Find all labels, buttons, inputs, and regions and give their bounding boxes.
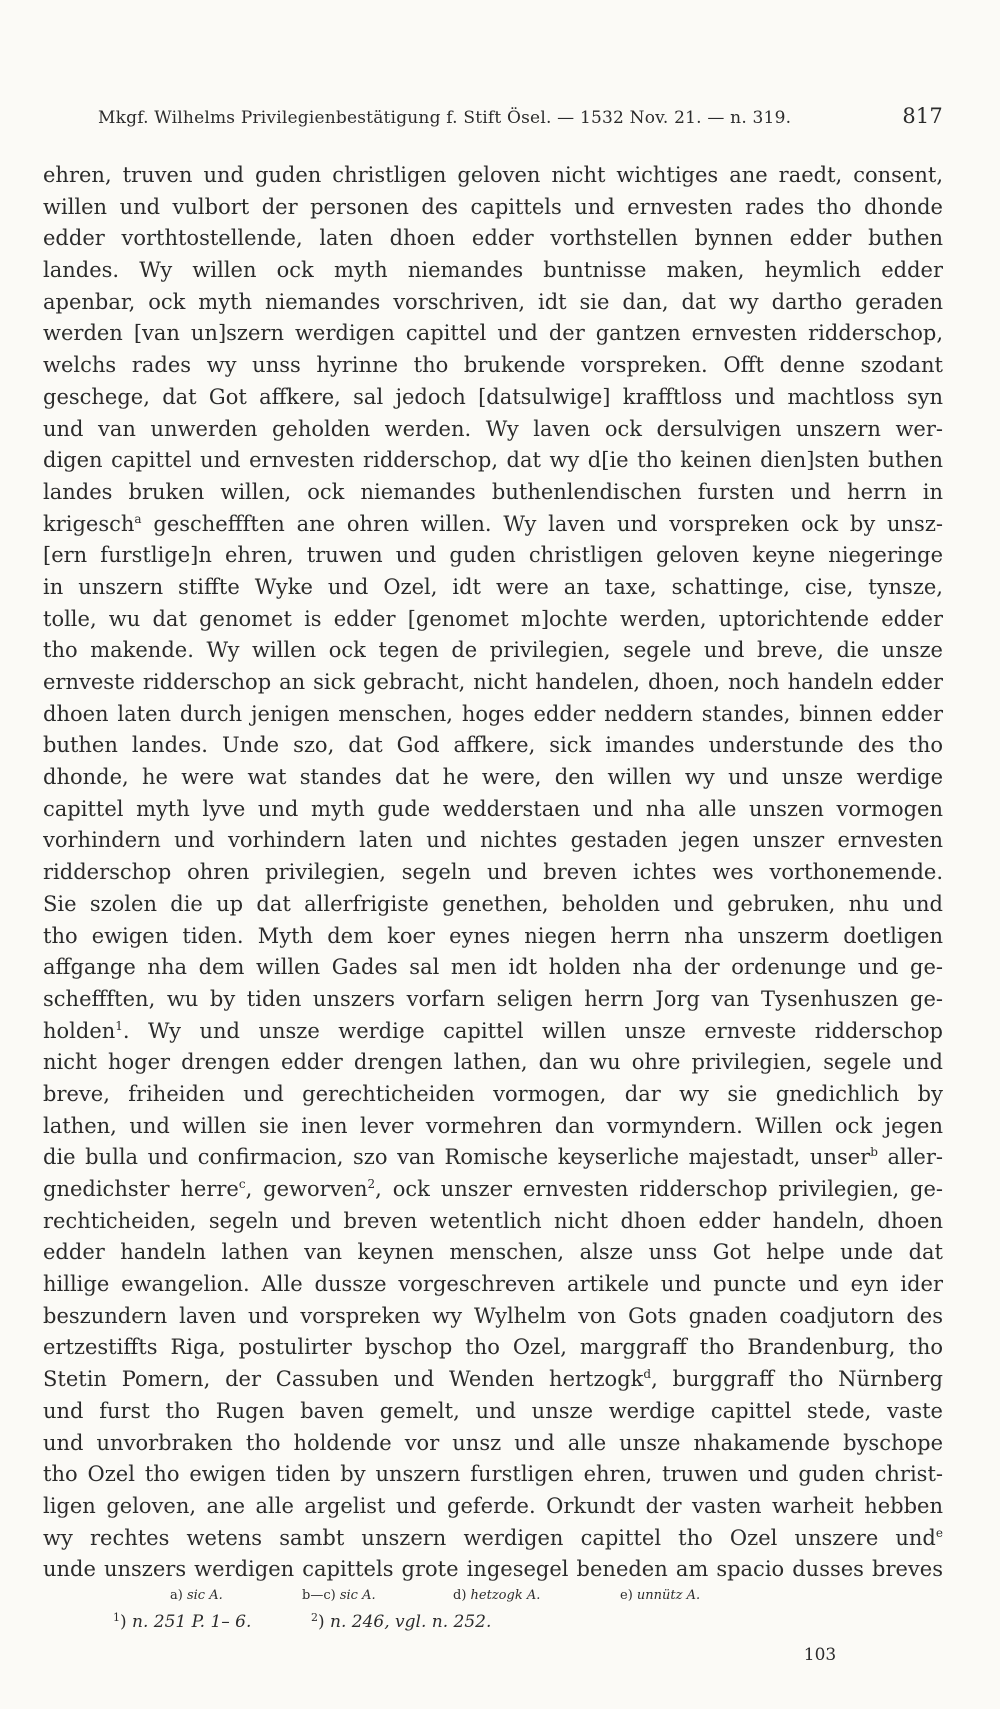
text-line: welchs rades wy unss hyrinne tho brukende vorspreken. Offt denne szodant (43, 353, 943, 378)
text-line: ligen geloven, ane alle argelist und geferde. Orkundt der vasten warheit hebben (43, 1493, 943, 1518)
text-line: hillige ewangelion. Alle dussze vorgeschreven artikele und puncte und eyn ider (43, 1272, 943, 1297)
footnote-marker: e (935, 1525, 943, 1540)
text-line: lathen, und willen sie inen lever vormehren dan vormyndern. Willen ock jegen (43, 1113, 943, 1138)
footnote-marker: 1 (115, 1018, 123, 1033)
text-line: dhonde, he were wat standes dat he were, den willen wy und unsze werdige (43, 765, 943, 790)
text-line: Sie szolen die up dat allerfrigiste genethen, beholden und gebruken, nhu und (43, 891, 943, 916)
text-line: scheffften, wu by tiden unszers vorfarn seligen herrn Jorg van Tysenhuszen ge- (43, 986, 943, 1011)
text-line: und furst tho Rugen baven gemelt, und unsze werdige capittel stede, vaste (43, 1398, 943, 1423)
text-line: landes. Wy willen ock myth niemandes buntnisse maken, heymlich edder (43, 258, 943, 283)
text-line: vorhindern und vorhindern laten und nichtes gestaden jegen unszer ernvesten (43, 828, 943, 853)
text-line: unde unszers werdigen capittels grote ingesegel beneden am spacio dusses breves (43, 1557, 943, 1582)
critical-apparatus (170, 1588, 770, 1610)
text-line: buthen landes. Unde szo, dat God affkere, sick imandes understunde des tho (43, 733, 943, 758)
text-line: und unvorbraken tho holdende vor unsz und alle unsze nhakamende byschope (43, 1430, 943, 1455)
text-line: breve, friheiden und gerechticheiden vormogen, dar wy sie gnedichlich by (43, 1081, 943, 1106)
text-line: rechticheiden, segeln und breven wetentlich nicht dhoen edder handeln, dhoen (43, 1208, 943, 1233)
critical-note: d) hetzogk A. (453, 1588, 541, 1603)
text-line: edder handeln lathen van keynen menschen, alsze unss Got helpe unde dat (43, 1240, 943, 1265)
text-line: tho Ozel tho ewigen tiden by unszern furstligen ehren, truwen und guden christ- (43, 1462, 943, 1487)
historical-notes (113, 1612, 713, 1638)
critical-note: a) sic A. (170, 1588, 223, 1603)
text-line: geschege, dat Got affkere, sal jedoch [datsulwige] krafftloss und machtloss syn (43, 384, 943, 409)
critical-note: b—c) sic A. (302, 1588, 376, 1603)
running-title: Mkgf. Wilhelms Privilegienbestätigung f. Stift Ösel. — 1532 Nov. 21. — n. 319. (98, 108, 792, 128)
text-line: ernveste ridderschop an sick gebracht, nicht handelen, dhoen, noch handeln edder (43, 670, 943, 694)
text-line: ridderschop ohren privilegien, segeln und breven ichtes wes vorthonemende. (43, 860, 943, 885)
text-line: ehren, truven und guden christligen geloven nicht wichtiges ane raedt, consent, (43, 163, 943, 187)
text-line: tho ewigen tiden. Myth dem koer eynes niegen herrn nha unszerm doetligen (43, 923, 943, 948)
footnote-marker: d (643, 1367, 652, 1382)
critical-note: e) unnütz A. (620, 1588, 701, 1603)
text-line: [ern furstlige]n ehren, truwen und guden christligen geloven keyne niegeringe (43, 543, 943, 568)
text-line: gnedichster herre$^c$, geworven$^2$, ock unszer ernvesten ridderschop privilegien, ge- (43, 1177, 943, 1201)
footnote-marker: c (238, 1177, 246, 1191)
page-number: 817 (902, 104, 943, 128)
text-line: in unszern stiffte Wyke und Ozel, idt were an taxe, schattinge, cise, tynsze, (43, 574, 943, 599)
text-line: apenbar, ock myth niemandes vorschriven, idt sie dan, dat wy dartho geraden (43, 289, 943, 314)
text-line: digen capittel und ernvesten ridderschop, dat wy d[ie tho keinen dien]sten buthen (43, 448, 943, 473)
text-line: dhoen laten durch jenigen menschen, hoges edder neddern standes, binnen edder (43, 701, 943, 726)
text-line: und van unwerden geholden werden. Wy laven ock dersulvigen unszern wer- (43, 416, 943, 441)
footnote-marker: 2 (367, 1177, 376, 1191)
text-line: willen und vulbort der personen des capittels und ernvesten rades tho dhonde (43, 194, 943, 219)
text-line: nicht hoger drengen edder drengen lathen, dan wu ohre privilegien, segele und (43, 1050, 943, 1075)
signature-mark: 103 (803, 1645, 837, 1665)
text-line: affgange nha dem willen Gades sal men idt holden nha der ordenunge und ge- (43, 955, 943, 980)
text-line: tolle, wu dat genomet is edder [genomet m]ochte werden, uptorichtende edder (43, 606, 943, 631)
text-line: Stetin Pomern, der Cassuben und Wenden hertzogk$^d$, burggraff tho Nürnberg (43, 1367, 943, 1392)
text-line: holden$^1$. Wy und unsze werdige capittel willen unsze ernveste ridderschop (43, 1018, 943, 1043)
text-line: edder vorthtostellende, laten dhoen edder vorthstellen bynnen edder buthen (43, 226, 943, 251)
text-line: krigesch$^a$ gescheffften ane ohren willen. Wy laven und vorspreken ock by unsz- (43, 511, 943, 536)
body-text (43, 160, 943, 1586)
text-line: capittel myth lyve und myth gude wedderstaen und nha alle unszen vormogen (43, 796, 943, 821)
historical-note: $^1$) n. 251 P. 1– 6. (113, 1611, 252, 1632)
running-head (98, 104, 943, 134)
footnote-marker: b (870, 1145, 878, 1160)
text-line: beszundern laven und vorspreken wy Wylhelm von Gots gnaden coadjutorn des (43, 1303, 943, 1328)
footnote-marker: a (134, 511, 142, 526)
historical-note: $^2$) n. 246, vgl. n. 252. (311, 1611, 492, 1632)
text-line: landes bruken willen, ock niemandes buthenlendischen fursten und herrn in (43, 479, 943, 504)
text-line: ertzestiffts Riga, postulirter byschop tho Ozel, marggraff tho Brandenburg, tho (43, 1335, 943, 1360)
text-line: werden [van un]szern werdigen capittel und der gantzen ernvesten ridderschop, (43, 321, 943, 346)
text-line: tho makende. Wy willen ock tegen de privilegien, segele und breve, die unsze (43, 638, 943, 663)
text-line: wy rechtes wetens sambt unszern werdigen capittel tho Ozel unszere und$^e$ (43, 1525, 943, 1550)
text-line: die bulla und confirmacion, szo van Romische keyserliche majestadt, unser$^b$ aller- (43, 1145, 943, 1170)
